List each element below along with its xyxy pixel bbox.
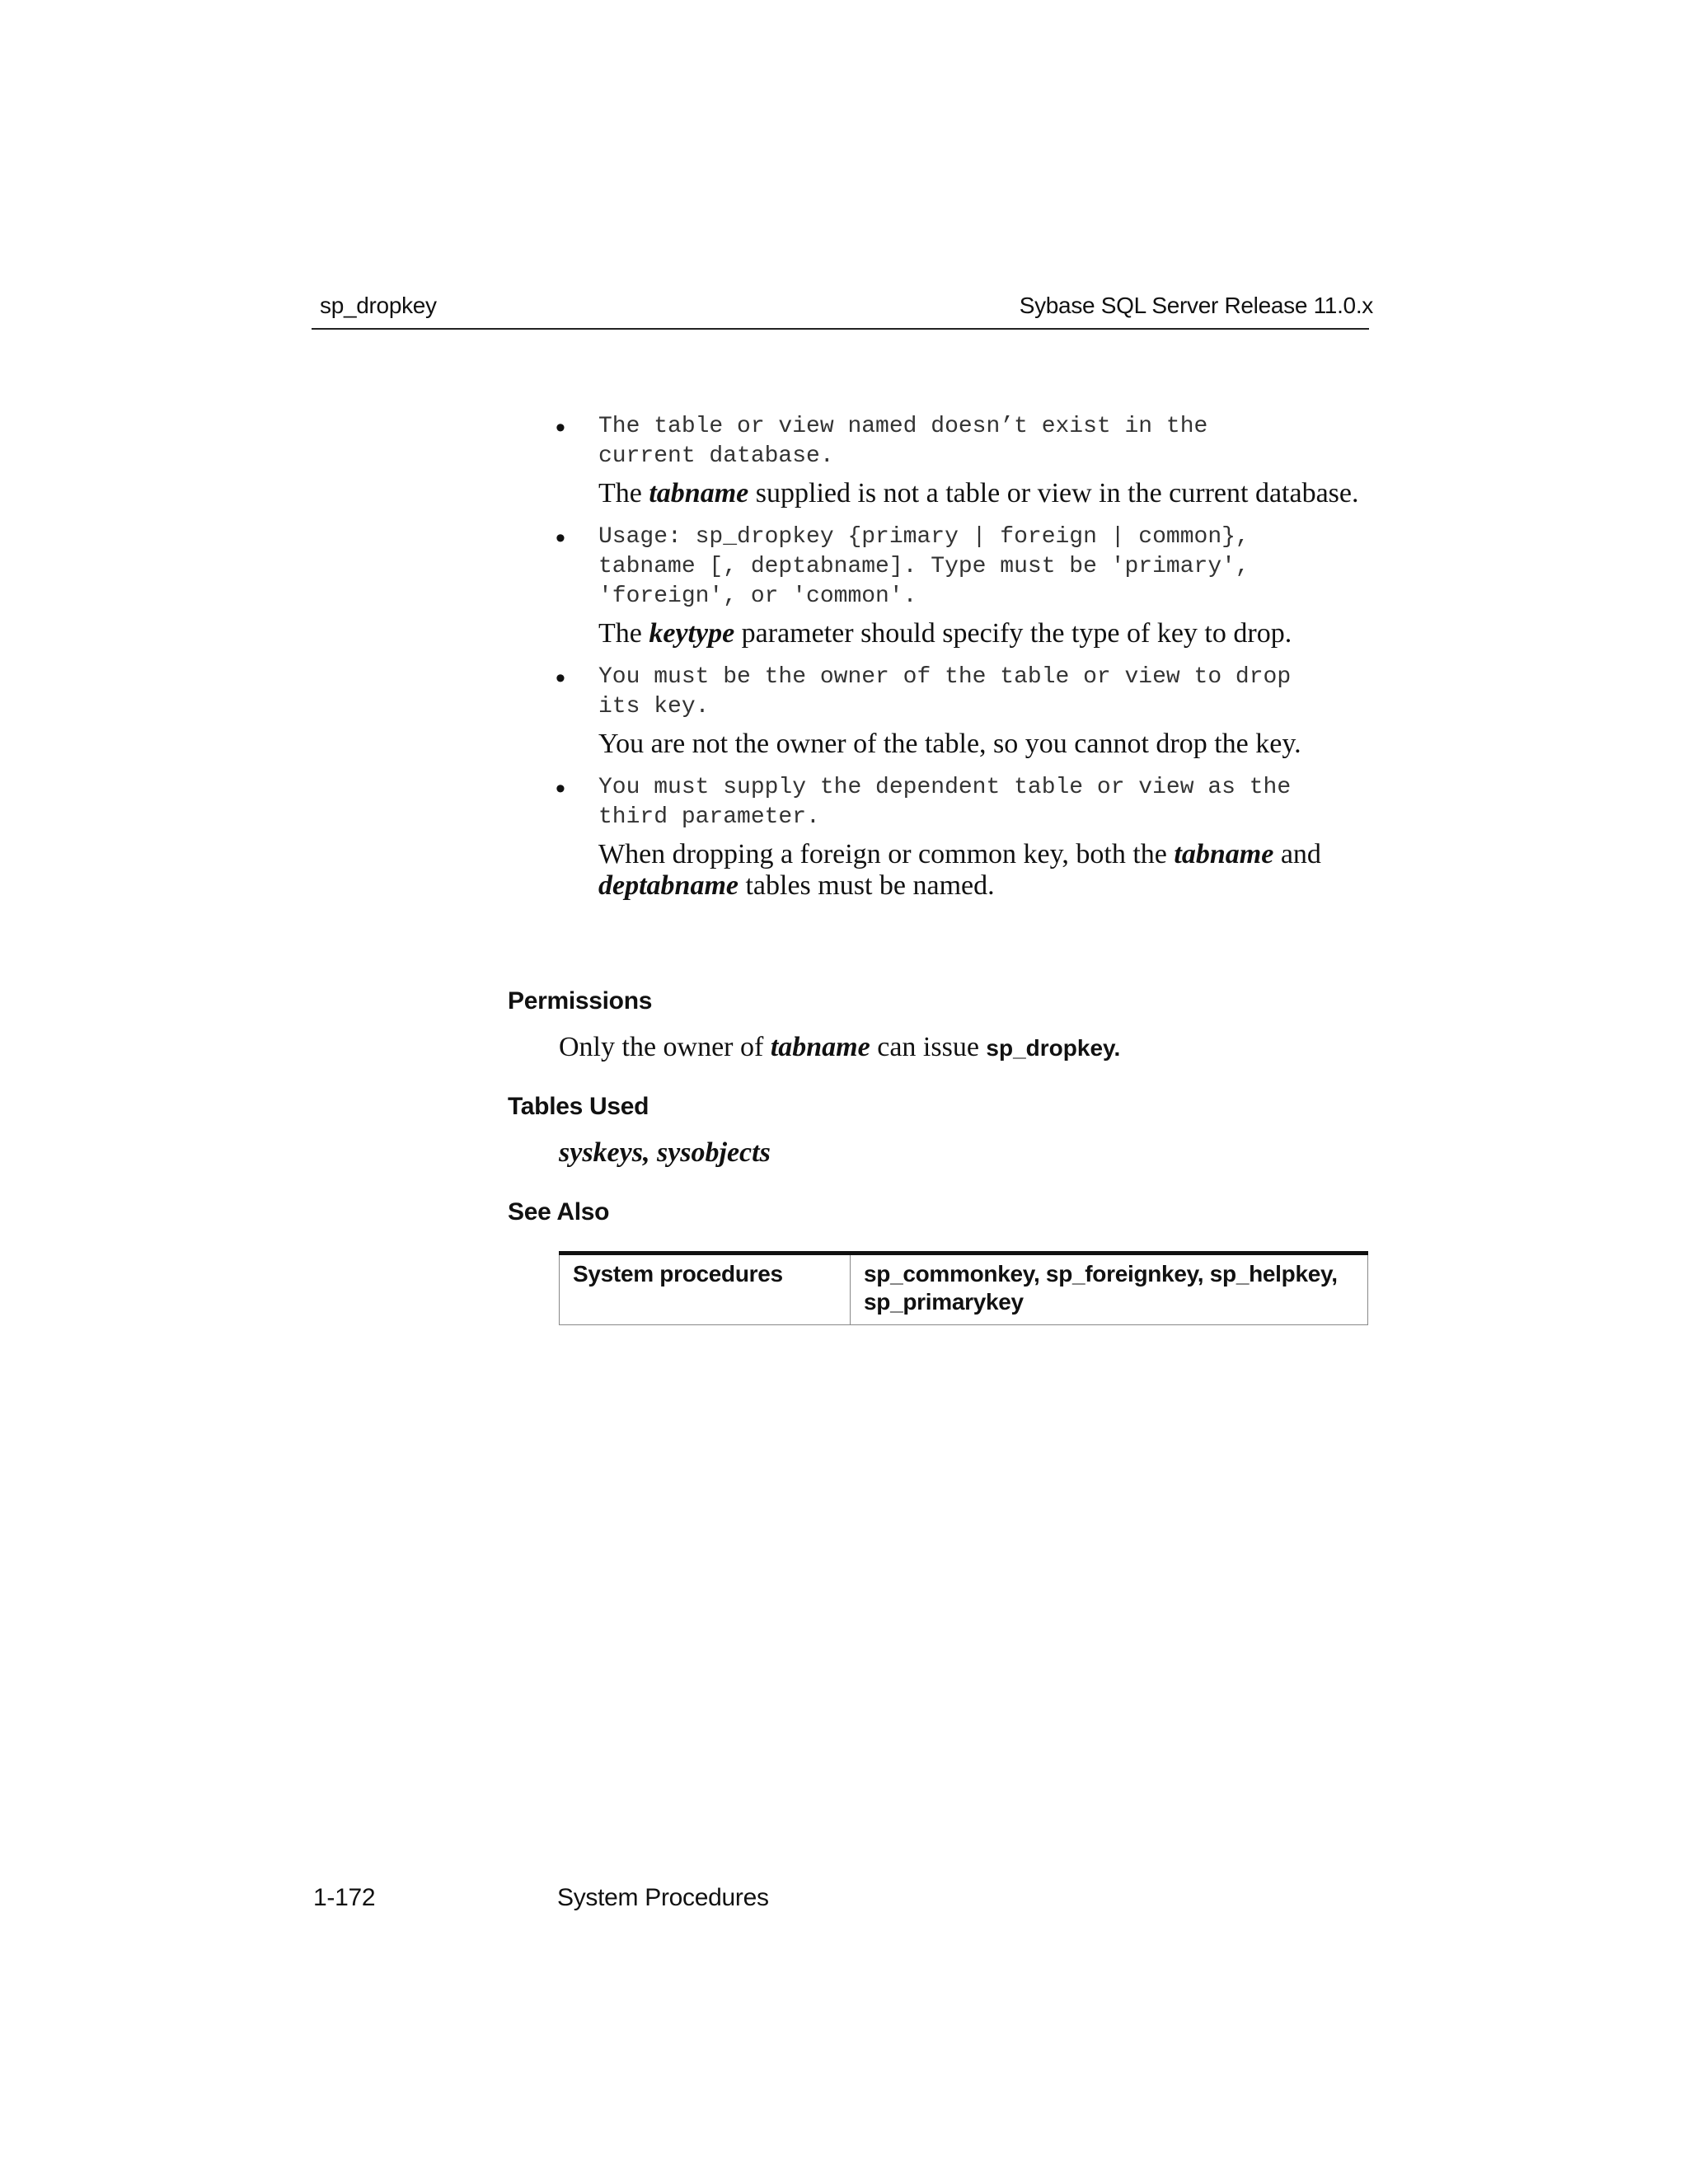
see-also-heading: See Also xyxy=(508,1198,610,1226)
running-header-left: sp_dropkey xyxy=(320,293,437,318)
message-item xyxy=(556,412,1373,509)
bullet-icon: • xyxy=(556,523,565,554)
message-explanation: When dropping a foreign or common key, both the tabname and deptabname tables must be named. xyxy=(598,839,1321,901)
message-item xyxy=(556,773,1373,902)
running-header-right: Sybase SQL Server Release 11.0.x xyxy=(1019,293,1373,318)
error-message: You must supply the dependent table or view as the third parameter. xyxy=(598,775,1292,830)
bullet-icon: • xyxy=(556,773,565,804)
footer-title: System Procedures xyxy=(557,1884,769,1911)
see-also-table xyxy=(559,1251,1368,1325)
see-also-category: System procedures xyxy=(560,1254,851,1325)
page-number: 1-172 xyxy=(313,1884,376,1911)
error-message: Usage: sp_dropkey {primary | foreign | common}, tabname [, deptabname]. Type must be 'primary', 'foreign', or 'common'. xyxy=(598,524,1250,609)
tables-used-heading: Tables Used xyxy=(508,1093,649,1120)
tables-used-text: syskeys, sysobjects xyxy=(559,1137,771,1168)
message-item xyxy=(556,663,1373,760)
see-also-procedures: sp_commonkey, sp_foreignkey, sp_helpkey, sp_primarykey xyxy=(851,1254,1368,1325)
table-row xyxy=(560,1254,1368,1325)
header-rule xyxy=(312,328,1369,330)
bullet-icon: • xyxy=(556,663,565,694)
message-item xyxy=(556,523,1373,649)
permissions-text: Only the owner of tabname can issue sp_dropkey. xyxy=(559,1032,1121,1062)
message-explanation: The tabname supplied is not a table or view in the current database. xyxy=(598,478,1359,509)
error-message: The table or view named doesn’t exist in the current database. xyxy=(598,414,1208,469)
message-explanation: You are not the owner of the table, so you cannot drop the key. xyxy=(598,729,1301,759)
message-explanation: The keytype parameter should specify the type of key to drop. xyxy=(598,618,1292,649)
messages-list xyxy=(508,412,1373,915)
permissions-heading: Permissions xyxy=(508,987,653,1015)
bullet-icon: • xyxy=(556,412,565,443)
error-message: You must be the owner of the table or view to drop its key. xyxy=(598,664,1292,719)
